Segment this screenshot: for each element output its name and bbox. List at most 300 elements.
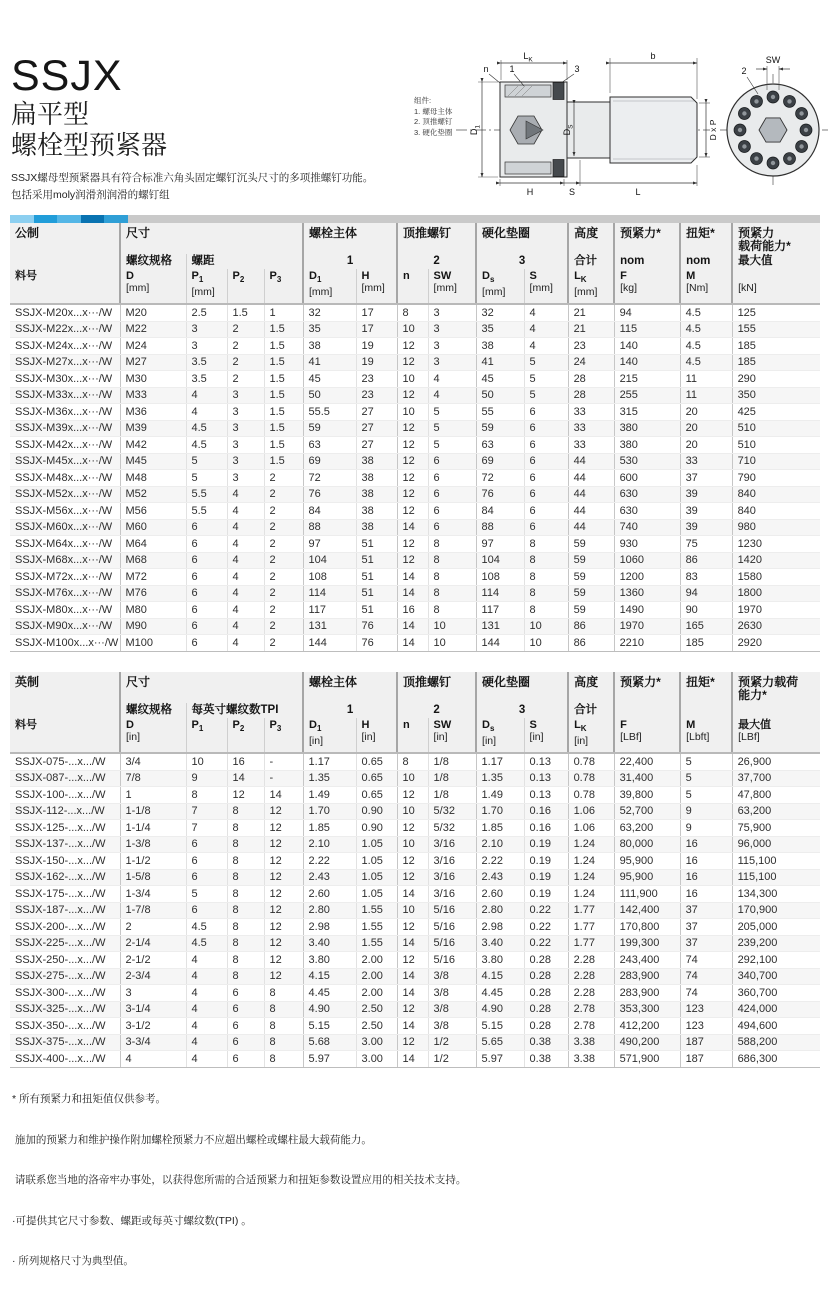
value-cell: 2.50 bbox=[356, 1001, 397, 1018]
value-cell: 140 bbox=[614, 354, 680, 371]
value-cell: 2.80 bbox=[476, 902, 524, 919]
col-f: F [LBf] bbox=[614, 718, 680, 753]
value-cell: 3.40 bbox=[476, 935, 524, 952]
value-cell: 16 bbox=[397, 602, 428, 619]
value-cell: 14 bbox=[227, 770, 264, 787]
table-row bbox=[10, 404, 820, 421]
part-number-cell: SSJX-187-...x.../W bbox=[10, 902, 120, 919]
group-jack-screws: 顶推螺钉 bbox=[397, 223, 476, 254]
value-cell: 4.45 bbox=[303, 985, 356, 1002]
value-cell: 12 bbox=[397, 1034, 428, 1051]
value-cell: 3 bbox=[428, 304, 476, 321]
table-row bbox=[10, 486, 820, 503]
value-cell: 95,900 bbox=[614, 853, 680, 870]
value-cell: 5 bbox=[186, 453, 227, 470]
metric-system-label: 公制 bbox=[10, 223, 120, 254]
sub-1: 1 bbox=[303, 703, 397, 718]
value-cell: 44 bbox=[568, 470, 614, 487]
value-cell: 3-3/4 bbox=[120, 1034, 186, 1051]
value-cell: 4 bbox=[524, 304, 568, 321]
value-cell: 0.22 bbox=[524, 902, 568, 919]
footnote-line: · 所列规格尺寸为典型值。 bbox=[12, 1255, 134, 1267]
value-cell: 51 bbox=[356, 536, 397, 553]
value-cell: 51 bbox=[356, 552, 397, 569]
value-cell: 23 bbox=[356, 387, 397, 404]
value-cell: 9 bbox=[680, 820, 732, 837]
value-cell: 2 bbox=[264, 552, 303, 569]
col-f: F [kg] bbox=[614, 269, 680, 304]
value-cell: 59 bbox=[568, 536, 614, 553]
value-cell: 1230 bbox=[732, 536, 820, 553]
value-cell: 37,700 bbox=[732, 770, 820, 787]
value-cell: 1420 bbox=[732, 552, 820, 569]
value-cell: 20 bbox=[680, 437, 732, 454]
value-cell: M42 bbox=[120, 437, 186, 454]
jackbolt-socket bbox=[799, 144, 803, 148]
value-cell: 1.05 bbox=[356, 886, 397, 903]
value-cell: 5/16 bbox=[428, 919, 476, 936]
description-line1: SSJX螺母型预紧器具有符合标准六角头固定螺钉沉头尺寸的多项推螺钉功能。 bbox=[11, 172, 374, 184]
value-cell: 2.10 bbox=[303, 836, 356, 853]
value-cell: 8 bbox=[227, 803, 264, 820]
value-cell: 1.49 bbox=[476, 787, 524, 804]
value-cell: 1.85 bbox=[303, 820, 356, 837]
value-cell: 9 bbox=[186, 770, 227, 787]
value-cell: 1.5 bbox=[264, 321, 303, 338]
sub-thread-spec: 螺纹规格 bbox=[120, 254, 186, 269]
value-cell: 38 bbox=[356, 519, 397, 536]
value-cell: 33 bbox=[568, 420, 614, 437]
jackbolt-socket bbox=[787, 156, 791, 160]
col-p3: $P_3$ bbox=[264, 269, 303, 304]
group-jack-screws: 顶推螺钉 bbox=[397, 672, 476, 703]
value-cell: 63 bbox=[476, 437, 524, 454]
value-cell: 50 bbox=[476, 387, 524, 404]
value-cell: 3 bbox=[120, 985, 186, 1002]
value-cell: 530 bbox=[614, 453, 680, 470]
value-cell: 12 bbox=[397, 787, 428, 804]
value-cell: 3.5 bbox=[186, 354, 227, 371]
col-h: H [in] bbox=[356, 718, 397, 753]
value-cell: 97 bbox=[303, 536, 356, 553]
value-cell: 47,800 bbox=[732, 787, 820, 804]
value-cell: 95,900 bbox=[614, 869, 680, 886]
value-cell: 2 bbox=[227, 354, 264, 371]
value-cell: 2.28 bbox=[568, 968, 614, 985]
value-cell: 51 bbox=[356, 569, 397, 586]
part-number-cell: SSJX-225-...x.../W bbox=[10, 935, 120, 952]
col-sw: SW [in] bbox=[428, 718, 476, 753]
value-cell: 1360 bbox=[614, 585, 680, 602]
value-cell: 12 bbox=[264, 902, 303, 919]
value-cell: - bbox=[264, 753, 303, 770]
value-cell: 37 bbox=[680, 935, 732, 952]
part-number-cell: SSJX-175-...x.../W bbox=[10, 886, 120, 903]
table-row bbox=[10, 635, 820, 652]
value-cell: 4.5 bbox=[186, 935, 227, 952]
value-cell: 8 bbox=[186, 787, 227, 804]
value-cell: 1.5 bbox=[264, 453, 303, 470]
value-cell: 1-3/4 bbox=[120, 886, 186, 903]
value-cell: 32 bbox=[303, 304, 356, 321]
value-cell: 0.16 bbox=[524, 803, 568, 820]
value-cell: 3 bbox=[227, 404, 264, 421]
col-ds: $D_s$ [in] bbox=[476, 718, 524, 753]
value-cell: 187 bbox=[680, 1051, 732, 1068]
dim-b-label: b bbox=[650, 51, 656, 61]
value-cell: 6 bbox=[428, 486, 476, 503]
jackbolt-socket bbox=[799, 111, 803, 115]
value-cell: 6 bbox=[428, 503, 476, 520]
value-cell: 5 bbox=[680, 787, 732, 804]
value-cell: 10 bbox=[397, 321, 428, 338]
sub-2: 2 bbox=[397, 703, 476, 718]
table-row bbox=[10, 919, 820, 936]
value-cell: 3/4 bbox=[120, 753, 186, 770]
value-cell: 14 bbox=[397, 635, 428, 652]
value-cell: 4 bbox=[227, 552, 264, 569]
group-preload: 预紧力* bbox=[614, 672, 680, 703]
value-cell: 0.28 bbox=[524, 985, 568, 1002]
col-p1: $P_1$ [mm] bbox=[186, 269, 227, 304]
value-cell: 16 bbox=[680, 869, 732, 886]
sub-2: 2 bbox=[397, 254, 476, 269]
value-cell: 144 bbox=[476, 635, 524, 652]
callout-3: 3 bbox=[574, 64, 580, 74]
value-cell: 1.5 bbox=[264, 420, 303, 437]
value-cell: 2.78 bbox=[568, 1018, 614, 1035]
value-cell: 4 bbox=[227, 585, 264, 602]
value-cell: 115,100 bbox=[732, 853, 820, 870]
value-cell: 86 bbox=[680, 552, 732, 569]
part-number-cell: SSJX-400-...x.../W bbox=[10, 1051, 120, 1068]
accent-bar-rest bbox=[128, 215, 821, 223]
value-cell: 74 bbox=[680, 952, 732, 969]
value-cell: 6 bbox=[186, 519, 227, 536]
table-row bbox=[10, 968, 820, 985]
value-cell: 14 bbox=[397, 1051, 428, 1068]
value-cell: M90 bbox=[120, 618, 186, 635]
value-cell: 5/32 bbox=[428, 803, 476, 820]
value-cell: 16 bbox=[680, 886, 732, 903]
col-h: H [mm] bbox=[356, 269, 397, 304]
value-cell: 14 bbox=[397, 935, 428, 952]
part-number-cell: SSJX-M64x...x···/W bbox=[10, 536, 120, 553]
imperial-table-header bbox=[10, 672, 820, 753]
value-cell: 142,400 bbox=[614, 902, 680, 919]
table-row bbox=[10, 470, 820, 487]
value-cell: 10 bbox=[186, 753, 227, 770]
value-cell: 27 bbox=[356, 437, 397, 454]
value-cell: M68 bbox=[120, 552, 186, 569]
group-torque: 扭矩* bbox=[680, 672, 732, 703]
value-cell: 6 bbox=[186, 585, 227, 602]
side-view bbox=[456, 51, 718, 197]
value-cell: 10 bbox=[397, 770, 428, 787]
value-cell: 6 bbox=[227, 985, 264, 1002]
value-cell: 97 bbox=[476, 536, 524, 553]
value-cell: 2 bbox=[227, 371, 264, 388]
value-cell: 12 bbox=[397, 552, 428, 569]
value-cell: 255 bbox=[614, 387, 680, 404]
value-cell: 1.06 bbox=[568, 803, 614, 820]
part-number-cell: SSJX-112-...x.../W bbox=[10, 803, 120, 820]
value-cell: 20 bbox=[680, 420, 732, 437]
value-cell: 94 bbox=[614, 304, 680, 321]
value-cell: 12 bbox=[397, 486, 428, 503]
value-cell: 83 bbox=[680, 569, 732, 586]
value-cell: 14 bbox=[397, 968, 428, 985]
value-cell: 1970 bbox=[614, 618, 680, 635]
sub-tpi: 每英寸螺纹数TPI bbox=[186, 703, 303, 718]
col-max: 最大值 [LBf] bbox=[732, 718, 820, 753]
value-cell: 2.10 bbox=[476, 836, 524, 853]
value-cell: 4 bbox=[227, 635, 264, 652]
value-cell: 5.15 bbox=[476, 1018, 524, 1035]
value-cell: 72 bbox=[303, 470, 356, 487]
value-cell: 12 bbox=[397, 470, 428, 487]
value-cell: 8 bbox=[264, 1001, 303, 1018]
part-number-cell: SSJX-M27x...x···/W bbox=[10, 354, 120, 371]
value-cell: 740 bbox=[614, 519, 680, 536]
value-cell: 134,300 bbox=[732, 886, 820, 903]
value-cell: 76 bbox=[356, 618, 397, 635]
value-cell: 0.38 bbox=[524, 1034, 568, 1051]
value-cell: 6 bbox=[524, 486, 568, 503]
part-number-cell: SSJX-150-...x.../W bbox=[10, 853, 120, 870]
value-cell: 12 bbox=[397, 437, 428, 454]
value-cell: 140 bbox=[614, 338, 680, 355]
value-cell: 510 bbox=[732, 437, 820, 454]
value-cell: 20 bbox=[680, 404, 732, 421]
table-row bbox=[10, 536, 820, 553]
callout-n: n bbox=[483, 64, 489, 74]
value-cell: 5.5 bbox=[186, 486, 227, 503]
value-cell: 3.38 bbox=[568, 1051, 614, 1068]
legend-title: 组件: bbox=[414, 96, 432, 105]
value-cell: 23 bbox=[568, 338, 614, 355]
value-cell: 6 bbox=[186, 902, 227, 919]
value-cell: M100 bbox=[120, 635, 186, 652]
value-cell: 1.77 bbox=[568, 935, 614, 952]
value-cell: 315 bbox=[614, 404, 680, 421]
sub-total: 合计 bbox=[568, 254, 614, 269]
value-cell: 1580 bbox=[732, 569, 820, 586]
value-cell: 44 bbox=[568, 453, 614, 470]
value-cell: 10 bbox=[524, 635, 568, 652]
value-cell: 111,900 bbox=[614, 886, 680, 903]
value-cell: 35 bbox=[476, 321, 524, 338]
value-cell: 12 bbox=[397, 503, 428, 520]
value-cell: 51 bbox=[356, 602, 397, 619]
dim-lk-label: $L_K$ bbox=[523, 51, 533, 64]
value-cell: 0.78 bbox=[568, 753, 614, 770]
value-cell: 50 bbox=[303, 387, 356, 404]
sub-max bbox=[732, 703, 820, 718]
value-cell: 1.24 bbox=[568, 853, 614, 870]
part-number-cell: SSJX-087-...x.../W bbox=[10, 770, 120, 787]
accent-bar-segment bbox=[57, 215, 81, 223]
value-cell: 3 bbox=[186, 321, 227, 338]
footnote-line: 请联系您当地的洛帝牢办事处，以获得您所需的合适预紧力和扭矩参数设置应用的相关技术支持。 bbox=[12, 1174, 467, 1186]
value-cell: 123 bbox=[680, 1001, 732, 1018]
accent-bar-segment bbox=[34, 215, 58, 223]
value-cell: 1.77 bbox=[568, 902, 614, 919]
value-cell: 33 bbox=[680, 453, 732, 470]
value-cell: 17 bbox=[356, 321, 397, 338]
col-max: [kN] bbox=[732, 269, 820, 304]
value-cell: 2-3/4 bbox=[120, 968, 186, 985]
value-cell: 5.68 bbox=[303, 1034, 356, 1051]
part-number-cell: SSJX-M45x...x···/W bbox=[10, 453, 120, 470]
col-p3: $P_3$ bbox=[264, 718, 303, 753]
value-cell: 600 bbox=[614, 470, 680, 487]
value-cell: 1/2 bbox=[428, 1034, 476, 1051]
value-cell: 3/8 bbox=[428, 985, 476, 1002]
value-cell: 11 bbox=[680, 371, 732, 388]
value-cell: M72 bbox=[120, 569, 186, 586]
part-number-cell: SSJX-M100x...x···/W bbox=[10, 635, 120, 652]
washer-bottom bbox=[553, 160, 564, 177]
value-cell: 425 bbox=[732, 404, 820, 421]
value-cell: 12 bbox=[397, 869, 428, 886]
legend-item-1: 1. 螺母主体 bbox=[414, 106, 453, 116]
value-cell: 12 bbox=[264, 836, 303, 853]
value-cell: 2.80 bbox=[303, 902, 356, 919]
value-cell: 1/8 bbox=[428, 753, 476, 770]
value-cell: 2210 bbox=[614, 635, 680, 652]
value-cell: 12 bbox=[397, 820, 428, 837]
table-row bbox=[10, 869, 820, 886]
value-cell: 3 bbox=[227, 453, 264, 470]
jackbolt-socket bbox=[787, 99, 791, 103]
value-cell: 930 bbox=[614, 536, 680, 553]
value-cell: 12 bbox=[264, 820, 303, 837]
value-cell: 0.16 bbox=[524, 820, 568, 837]
part-number-cell: SSJX-M39x...x···/W bbox=[10, 420, 120, 437]
value-cell: 1.05 bbox=[356, 869, 397, 886]
description bbox=[11, 170, 373, 204]
value-cell: 8 bbox=[524, 602, 568, 619]
value-cell: 2 bbox=[264, 602, 303, 619]
value-cell: 5 bbox=[428, 437, 476, 454]
table-row bbox=[10, 1001, 820, 1018]
part-number-cell: SSJX-M20x...x···/W bbox=[10, 304, 120, 321]
value-cell: 170,800 bbox=[614, 919, 680, 936]
value-cell: 4 bbox=[186, 404, 227, 421]
value-cell: 1.05 bbox=[356, 853, 397, 870]
value-cell: 4.15 bbox=[476, 968, 524, 985]
value-cell: 59 bbox=[303, 420, 356, 437]
value-cell: 8 bbox=[227, 919, 264, 936]
value-cell: 4.5 bbox=[186, 919, 227, 936]
value-cell: 0.19 bbox=[524, 869, 568, 886]
value-cell: 5 bbox=[680, 770, 732, 787]
value-cell: 14 bbox=[397, 519, 428, 536]
value-cell: 0.13 bbox=[524, 753, 568, 770]
title-block bbox=[11, 53, 373, 204]
table-row bbox=[10, 770, 820, 787]
value-cell: 22,400 bbox=[614, 753, 680, 770]
table-row bbox=[10, 453, 820, 470]
value-cell: 39,800 bbox=[614, 787, 680, 804]
col-part-number: 料号 bbox=[10, 269, 120, 304]
value-cell: M56 bbox=[120, 503, 186, 520]
page-title: SSJX bbox=[11, 52, 123, 100]
value-cell: 5 bbox=[186, 470, 227, 487]
value-cell: M45 bbox=[120, 453, 186, 470]
value-cell: 0.65 bbox=[356, 787, 397, 804]
part-number-cell: SSJX-M42x...x···/W bbox=[10, 437, 120, 454]
value-cell: 39 bbox=[680, 503, 732, 520]
value-cell: 24 bbox=[568, 354, 614, 371]
value-cell: 7 bbox=[186, 803, 227, 820]
value-cell: 4 bbox=[227, 569, 264, 586]
group-capacity: 预紧力 载荷能力* bbox=[732, 223, 820, 254]
value-cell: 8 bbox=[397, 753, 428, 770]
part-number-cell: SSJX-162-...x.../W bbox=[10, 869, 120, 886]
value-cell: 2-1/2 bbox=[120, 952, 186, 969]
value-cell: 1 bbox=[120, 787, 186, 804]
value-cell: 1.70 bbox=[476, 803, 524, 820]
value-cell: 10 bbox=[397, 902, 428, 919]
value-cell: 5 bbox=[428, 420, 476, 437]
value-cell: 3 bbox=[428, 321, 476, 338]
value-cell: 1.5 bbox=[227, 304, 264, 321]
callout-2: 2 bbox=[741, 66, 747, 76]
metric-table-section bbox=[10, 215, 820, 652]
value-cell: 6 bbox=[428, 519, 476, 536]
value-cell: 4 bbox=[428, 387, 476, 404]
value-cell: 2 bbox=[264, 536, 303, 553]
value-cell: 88 bbox=[303, 519, 356, 536]
value-cell: 74 bbox=[680, 985, 732, 1002]
footnote-line: 施加的预紧力和维护操作附加螺栓预紧力不应超出螺栓或螺柱最大载荷能力。 bbox=[12, 1133, 372, 1146]
value-cell: 12 bbox=[264, 869, 303, 886]
value-cell: 7 bbox=[186, 820, 227, 837]
callout-1: 1 bbox=[509, 64, 515, 74]
value-cell: 5 bbox=[186, 886, 227, 903]
value-cell: 108 bbox=[303, 569, 356, 586]
value-cell: 0.78 bbox=[568, 787, 614, 804]
part-number-cell: SSJX-250-...x.../W bbox=[10, 952, 120, 969]
value-cell: 3/8 bbox=[428, 968, 476, 985]
value-cell: M80 bbox=[120, 602, 186, 619]
value-cell: 114 bbox=[476, 585, 524, 602]
value-cell: 571,900 bbox=[614, 1051, 680, 1068]
value-cell: 2 bbox=[264, 470, 303, 487]
value-cell: 490,200 bbox=[614, 1034, 680, 1051]
value-cell: 6 bbox=[428, 453, 476, 470]
col-lk: $L_K$ [mm] bbox=[568, 269, 614, 304]
value-cell: 59 bbox=[568, 585, 614, 602]
neck bbox=[567, 102, 610, 158]
value-cell: 1.55 bbox=[356, 902, 397, 919]
jackbolt-socket bbox=[754, 156, 758, 160]
value-cell: 185 bbox=[680, 635, 732, 652]
value-cell: 4.5 bbox=[680, 354, 732, 371]
value-cell: 38 bbox=[303, 338, 356, 355]
value-cell: 1-1/2 bbox=[120, 853, 186, 870]
value-cell: - bbox=[264, 770, 303, 787]
table-row bbox=[10, 1018, 820, 1035]
part-number-cell: SSJX-M33x...x···/W bbox=[10, 387, 120, 404]
value-cell: 1.17 bbox=[476, 753, 524, 770]
table-row bbox=[10, 503, 820, 520]
value-cell: M22 bbox=[120, 321, 186, 338]
value-cell: 27 bbox=[356, 404, 397, 421]
value-cell: 37 bbox=[680, 902, 732, 919]
